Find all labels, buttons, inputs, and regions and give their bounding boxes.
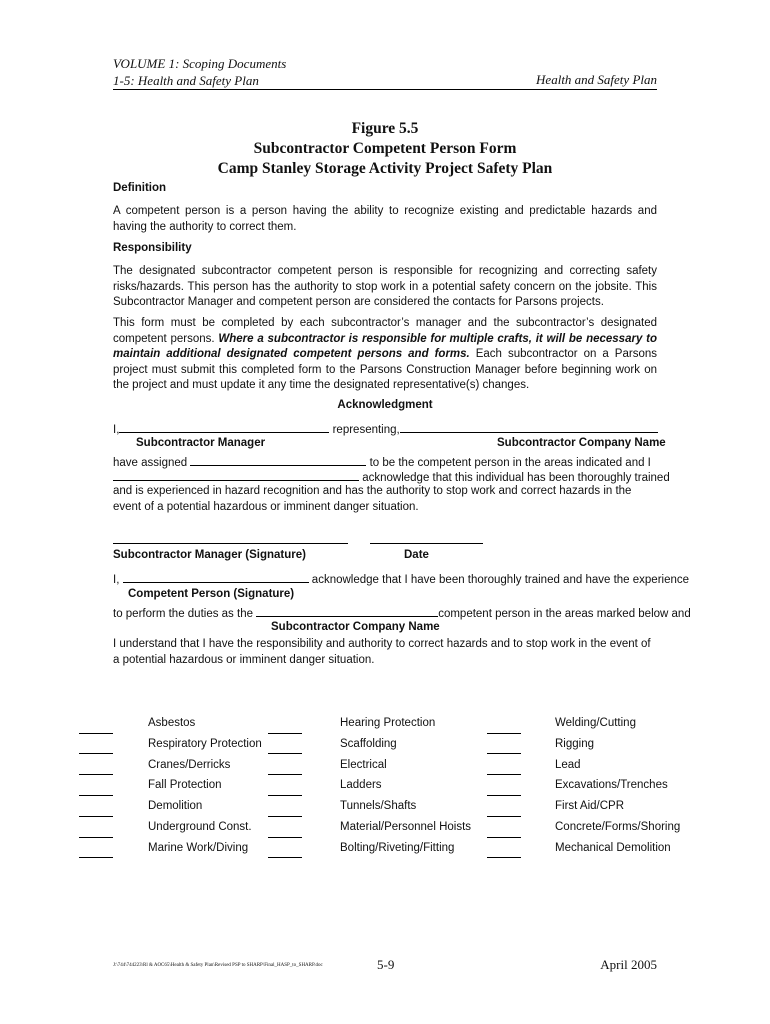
craft-ladders: Ladders xyxy=(340,779,382,791)
ack-perform-duties: to perform the duties as the xyxy=(113,608,253,620)
form-title: Subcontractor Competent Person Form xyxy=(253,140,517,157)
label-competent-signature: Competent Person (Signature) xyxy=(128,588,295,600)
checkbox-respiratory-protection[interactable] xyxy=(79,753,113,754)
ack-line-competent xyxy=(113,571,689,588)
checkbox-lead[interactable] xyxy=(487,774,521,775)
header-volume: VOLUME 1: Scoping Documents xyxy=(113,56,287,71)
checkbox-mechanical-demolition[interactable] xyxy=(487,857,521,858)
manager-name-field[interactable] xyxy=(119,421,329,433)
craft-underground-const: Underground Const. xyxy=(148,821,252,833)
checkbox-scaffolding[interactable] xyxy=(268,753,302,754)
ack-thoroughly-trained: acknowledge that this individual has been thoroughly trained xyxy=(362,472,670,484)
craft-welding-cutting: Welding/Cutting xyxy=(555,717,636,729)
acknowledgment-heading: Acknowledgment xyxy=(337,399,433,411)
craft-tunnels-shafts: Tunnels/Shafts xyxy=(340,800,417,812)
competent-person-name-field[interactable] xyxy=(190,454,366,466)
craft-bolting-riveting-fitting: Bolting/Riveting/Fitting xyxy=(340,842,455,854)
header-document-title: Health and Safety Plan xyxy=(536,72,657,87)
label-subcontractor-manager: Subcontractor Manager xyxy=(136,437,266,449)
craft-excavations-trenches: Excavations/Trenches xyxy=(555,779,668,791)
para2-intro: This form must be completed by each subcontractor’s manager and the subcontractor’s designated competent persons. xyxy=(113,317,657,345)
company-name-field-2[interactable] xyxy=(256,605,438,617)
ack-i-2: I, xyxy=(113,574,120,586)
ack-i: I, xyxy=(113,424,120,436)
checkbox-fall-protection[interactable] xyxy=(79,795,113,796)
definition-text: A competent person is a person having the ability to recognize existing and predictable hazards and having the authority to correct them. xyxy=(113,205,657,233)
checkbox-welding-cutting[interactable] xyxy=(487,733,521,734)
competent-person-extra-field[interactable] xyxy=(113,469,359,481)
header-divider xyxy=(113,89,657,90)
craft-lead: Lead xyxy=(555,759,581,771)
checkbox-tunnels-shafts[interactable] xyxy=(268,816,302,817)
label-manager-signature: Subcontractor Manager (Signature) xyxy=(113,549,306,561)
craft-first-aid-cpr: First Aid/CPR xyxy=(555,800,625,812)
checkbox-material-personnel-hoists[interactable] xyxy=(268,837,302,838)
plan-title: Camp Stanley Storage Activity Project Safety Plan xyxy=(217,160,553,177)
checkbox-concrete-forms-shoring[interactable] xyxy=(487,837,521,838)
competent-person-signature-field[interactable] xyxy=(123,571,309,583)
label-date: Date xyxy=(404,549,429,561)
craft-demolition: Demolition xyxy=(148,800,203,812)
running-header xyxy=(113,55,286,89)
craft-electrical: Electrical xyxy=(340,759,387,771)
figure-number: Figure 5.5 xyxy=(351,120,419,137)
craft-respiratory-protection: Respiratory Protection xyxy=(148,738,262,750)
page-title xyxy=(113,119,657,179)
company-name-field[interactable] xyxy=(400,421,658,433)
checkbox-rigging[interactable] xyxy=(487,753,521,754)
responsibility-heading: Responsibility xyxy=(113,242,192,254)
craft-scaffolding: Scaffolding xyxy=(340,738,397,750)
checkbox-hearing-protection[interactable] xyxy=(268,733,302,734)
ack-experience-text: acknowledge that I have been thoroughly trained and have the experience xyxy=(311,574,690,586)
craft-rigging: Rigging xyxy=(555,738,594,750)
date-line[interactable] xyxy=(370,543,483,544)
checkbox-bolting-riveting-fitting[interactable] xyxy=(268,857,302,858)
craft-concrete-forms-shoring: Concrete/Forms/Shoring xyxy=(555,821,681,833)
checkbox-underground-const[interactable] xyxy=(79,837,113,838)
definition-heading: Definition xyxy=(113,182,167,194)
ack-representing: representing, xyxy=(332,424,400,436)
checkbox-first-aid-cpr[interactable] xyxy=(487,816,521,817)
ack-to-be-competent: to be the competent person in the areas indicated and I xyxy=(369,457,651,469)
footer-page-number: 5-9 xyxy=(377,957,395,972)
craft-cranes-derricks: Cranes/Derricks xyxy=(148,759,231,771)
craft-material-personnel-hoists: Material/Personnel Hoists xyxy=(340,821,472,833)
checkbox-cranes-derricks[interactable] xyxy=(79,774,113,775)
ack-experienced-text: and is experienced in hazard recognition and has the authority to stop work and correct hazards in the event of a potential hazardous or imminent danger situation. xyxy=(113,485,632,513)
header-section: 1-5: Health and Safety Plan xyxy=(113,73,259,88)
checkbox-electrical[interactable] xyxy=(268,774,302,775)
label-subcontractor-company-2: Subcontractor Company Name xyxy=(271,621,440,633)
craft-hearing-protection: Hearing Protection xyxy=(340,717,436,729)
ack-have-assigned: have assigned xyxy=(113,457,188,469)
ack-understand-text: I understand that I have the responsibility and authority to correct hazards and to stop work in the event of a potential hazardous or imminent danger situation. xyxy=(113,638,651,666)
craft-mechanical-demolition: Mechanical Demolition xyxy=(555,842,671,854)
checkbox-asbestos[interactable] xyxy=(79,733,113,734)
responsibility-paragraph-2 xyxy=(113,316,657,394)
responsibility-paragraph-1: The designated subcontractor competent person is responsible for recognizing and correcting safety risks/hazards. This person has the authority to stop work in a potential safety concern on the jobsite. This Subcontractor Manager and competent person are considered the contacts for Parsons projects. xyxy=(113,265,657,308)
footer-date: April 2005 xyxy=(600,957,657,972)
label-subcontractor-company: Subcontractor Company Name xyxy=(497,437,666,449)
footer-file-path: J:\744\744223\Rl & AOC65\Health & Safety Plan\Revised PSP to SHARP\Final_HASP_to_SHARP.doc xyxy=(113,963,323,968)
craft-fall-protection: Fall Protection xyxy=(148,779,222,791)
checkbox-demolition[interactable] xyxy=(79,816,113,817)
checkbox-ladders[interactable] xyxy=(268,795,302,796)
para2-emphasis: Where a subcontractor is responsible for multiple crafts, it will be necessary to maintain additional designated competent persons and forms. xyxy=(113,332,657,360)
craft-marine-work-diving: Marine Work/Diving xyxy=(148,842,249,854)
manager-signature-line[interactable] xyxy=(113,543,348,544)
ack-competent-areas: competent person in the areas marked below and xyxy=(438,608,691,620)
checkbox-marine-work-diving[interactable] xyxy=(79,857,113,858)
checkbox-excavations-trenches[interactable] xyxy=(487,795,521,796)
para2-rest: Each subcontractor on a Parsons project must submit this completed form to the Parsons Construction Manager before beginning work on the project and must update it any time the designated representative(s) changes. xyxy=(113,348,657,391)
craft-asbestos: Asbestos xyxy=(148,717,196,729)
